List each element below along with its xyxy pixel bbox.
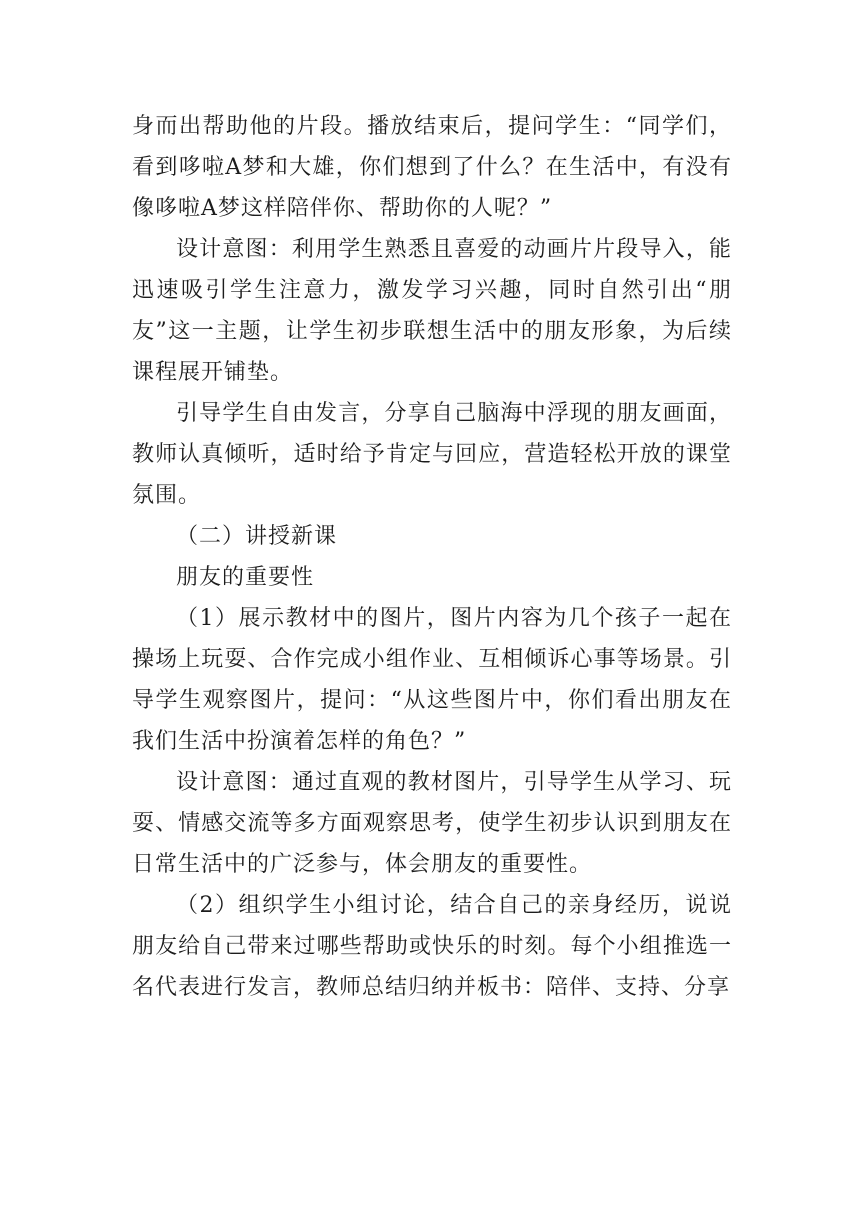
paragraph-guide-discussion: 引导学生自由发言，分享自己脑海中浮现的朋友画面，教师认真倾听，适时给予肯定与回应，营造轻松开放的课堂氛围。 (132, 401, 732, 508)
paragraph-step-2: （2）组织学生小组讨论，结合自己的亲身经历，说说朋友给自己带来过哪些帮助或快乐的时刻。每个小组推选一名代表进行发言，教师总结归纳并板书：陪伴、支持、分享 (132, 893, 732, 1000)
subheading-importance-of-friends: 朋友的重要性 (176, 565, 315, 590)
paragraph-intro-continuation: 身而出帮助他的片段。播放结束后，提问学生：“同学们，看到哆啦A梦和大雄，你们想到了什么？在生活中，有没有像哆啦A梦这样陪伴你、帮助你的人呢？” (132, 114, 732, 221)
document-body (132, 106, 732, 1008)
section-heading-new-lesson: （二）讲授新课 (176, 524, 338, 549)
paragraph-step-1: （1）展示教材中的图片，图片内容为几个孩子一起在操场上玩耍、合作完成小组作业、互相倾诉心事等场景。引导学生观察图片，提问：“从这些图片中，你们看出朋友在我们生活中扮演着怎样的角色？” (132, 606, 732, 754)
paragraph-design-intent-2: 设计意图：通过直观的教材图片，引导学生从学习、玩耍、情感交流等多方面观察思考，使学生初步认识到朋友在日常生活中的广泛参与，体会朋友的重要性。 (132, 770, 732, 877)
paragraph-design-intent-1: 设计意图：利用学生熟悉且喜爱的动画片片段导入，能迅速吸引学生注意力，激发学习兴趣，同时自然引出“朋友”这一主题，让学生初步联想生活中的朋友形象，为后续课程展开铺垫。 (132, 237, 732, 385)
